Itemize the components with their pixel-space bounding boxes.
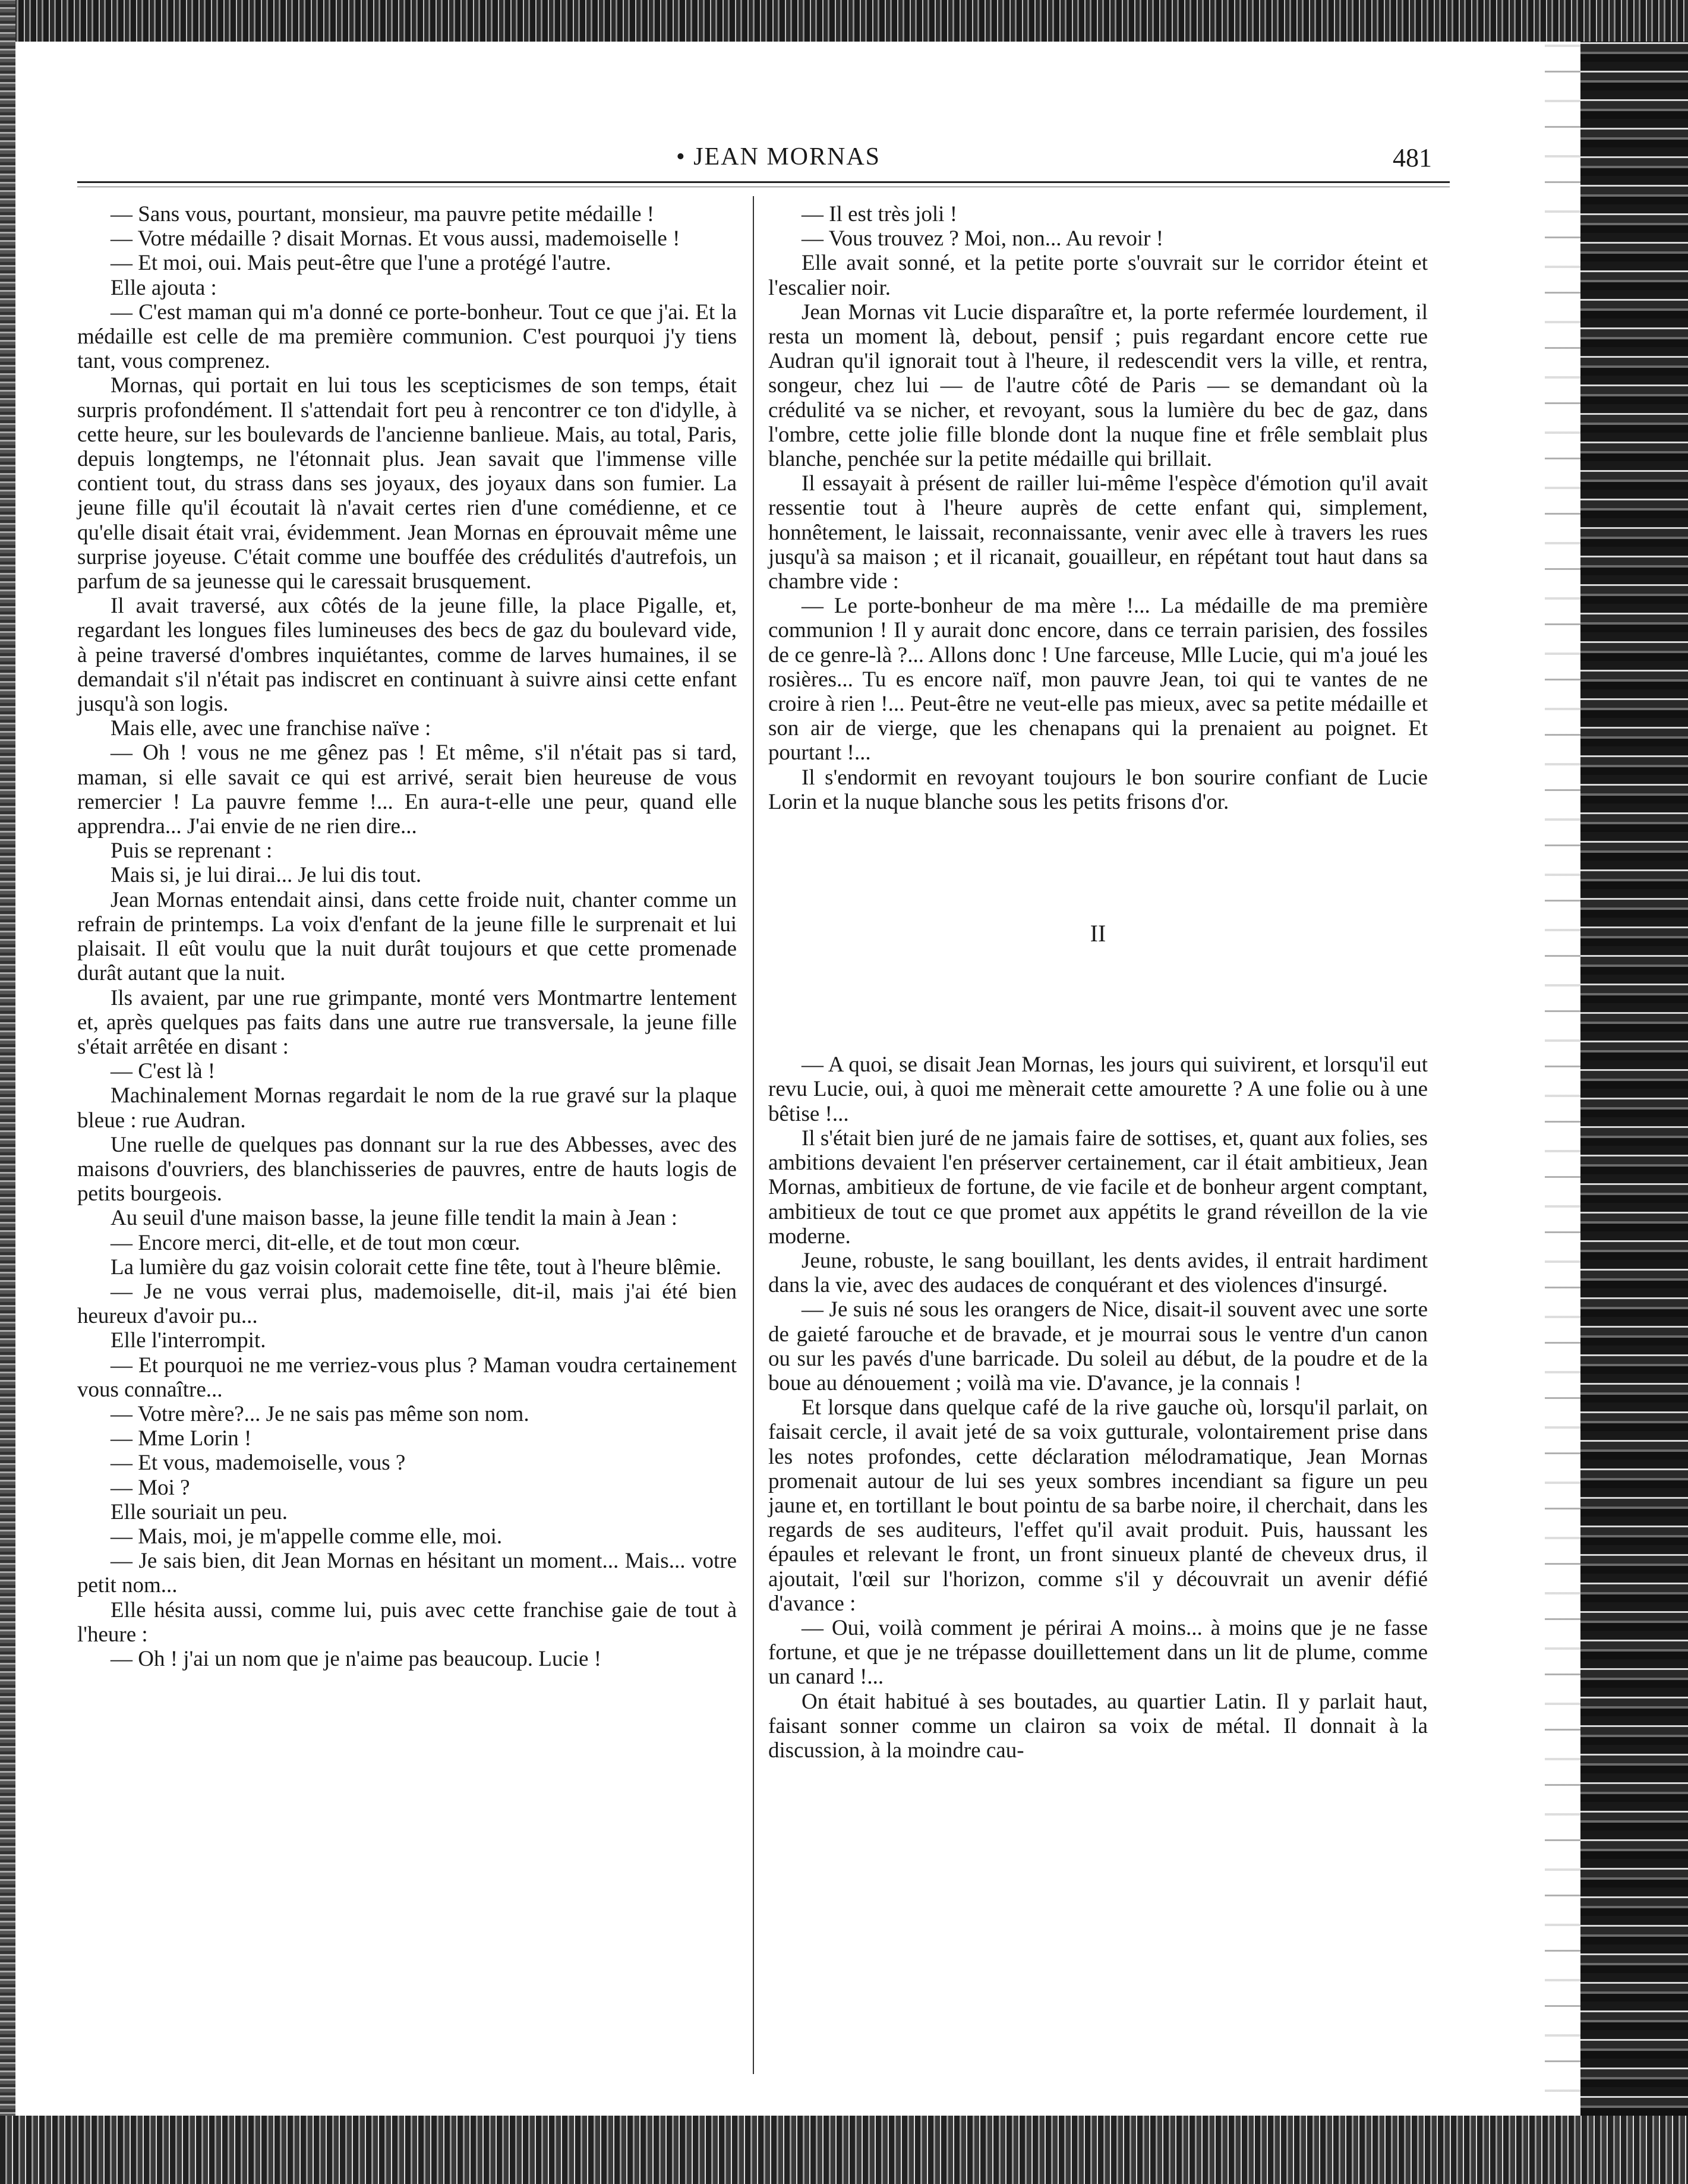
paragraph: — Oh ! j'ai un nom que je n'aime pas beaucoup. Lucie ! — [111, 1646, 602, 1671]
paragraph: — Votre médaille ? disait Mornas. Et vous aussi, mademoiselle ! — [111, 226, 680, 251]
scan-border-left — [0, 0, 15, 2184]
page-fold-edge — [1545, 42, 1580, 2116]
column-divider — [753, 196, 754, 2074]
paragraph: — Oh ! vous ne me gênez pas ! Et même, s'il n'était pas si tard, maman, si elle savait ce qui est arrivé, serait bien heureuse de vous remercier ! La pauvre femme !... En aura-t-elle une peur, quand elle apprendra... J'ai envie de ne rien dire... — [77, 740, 737, 839]
paragraph: Mais si, je lui dirai... Je lui dis tout. — [111, 863, 422, 888]
paragraph: — Oui, voilà comment je périrai A moins... à moins que je ne fasse fortune, et que je ne trépasse douillettement dans un lit de plume, comme un canard !... — [768, 1615, 1428, 1690]
paragraph: — Et pourquoi ne me verriez-vous plus ? Maman voudra certainement vous connaître... — [77, 1353, 737, 1402]
paragraph: Ils avaient, par une rue grimpante, monté vers Montmartre lentement et, après quelques pas faits dans une autre rue transversale, la jeune fille s'était arrêtée en disant : — [77, 985, 737, 1059]
paragraph: — Vous trouvez ? Moi, non... Au revoir ! — [802, 226, 1164, 251]
paragraph: Machinalement Mornas regardait le nom de la rue gravé sur la plaque bleue : rue Audran. — [77, 1083, 737, 1133]
header-rule — [77, 181, 1450, 183]
paragraph: — Et vous, mademoiselle, vous ? — [111, 1451, 406, 1476]
page-number: 481 — [1393, 143, 1432, 172]
paragraph: — A quoi, se disait Jean Mornas, les jours qui suivirent, et lorsqu'il eut revu Lucie, oui, à quoi me mènerait cette amourette ? A une folie ou à une bêtise !... — [768, 1052, 1428, 1126]
paragraph: Elle hésita aussi, comme lui, puis avec cette franchise gaie de tout à l'heure : — [77, 1597, 737, 1647]
running-title: • JEAN MORNAS — [676, 143, 881, 171]
section-heading: II — [1090, 920, 1106, 947]
paragraph: — Et moi, oui. Mais peut-être que l'une a protégé l'autre. — [111, 251, 611, 276]
paragraph: — Le porte-bonheur de ma mère !... La médaille de ma première communion ! Il y aurait donc encore, dans ce terrain parisien, des fossiles de ce genre-là ?... Allons donc ! Une farceuse, Mlle Lucie, qui m'a joué les rosières... Tu es encore naïf, mon pauvre Jean, toi qui te vantes de ne croire à rien !... Peut-être ne veut-elle pas mieux, avec sa petite médaille et son air de vierge, que les chenapans qui la prenaient au poignet. Et pourtant !... — [768, 594, 1428, 765]
paragraph: Il s'était bien juré de ne jamais faire de sottises, et, quant aux folies, ses ambitions devaient l'en préserver certainement, car il était ambitieux, Jean Mornas, ambitieux de fortune, de vie facile et de bonheur argent comptant, ambitieux de tout ce que promet aux appétits le grand réveillon de la vie moderne. — [768, 1126, 1428, 1249]
scan-border-right — [1580, 42, 1688, 2116]
paragraph: — Encore merci, dit-elle, et de tout mon cœur. — [111, 1230, 520, 1255]
paragraph: Elle ajouta : — [111, 275, 217, 300]
paragraph: Mais elle, avec une franchise naïve : — [111, 716, 431, 741]
paragraph: Jeune, robuste, le sang bouillant, les dents avides, il entrait hardiment dans la vie, avec des audaces de conquérant et des violences d'insurgé. — [768, 1248, 1428, 1298]
scan-border-top — [0, 0, 1688, 42]
paragraph: — Je sais bien, dit Jean Mornas en hésitant un moment... Mais... votre petit nom... — [77, 1549, 737, 1598]
paragraph: Mornas, qui portait en lui tous les scepticismes de son temps, était surpris profondément. Il s'attendait fort peu à rencontrer ce ton d'idylle, à cette heure, sur les boulevards de l'ancienne banlieue. Mais, au total, Paris, depuis longtemps, ne l'étonnait plus. Jean savait que l'immense ville contient tout, du strass dans ses joyaux, des joyaux dans son fumier. La jeune fille qu'il écoutait là n'avait certes rien d'une comédienne, et ce qu'elle disait était vrai, évidemment. Jean Mornas en éprouvait même une surprise joyeuse. C'était comme une bouffée des crédulités d'autrefois, un parfum de sa jeunesse qui le caressait brusquement. — [77, 373, 737, 594]
paragraph: Une ruelle de quelques pas donnant sur la rue des Abbesses, avec des maisons d'ouvriers, des blanchisseries de pauvres, entre de hauts logis de petits bourgeois. — [77, 1132, 737, 1206]
paragraph: Au seuil d'une maison basse, la jeune fille tendit la main à Jean : — [111, 1206, 678, 1231]
paragraph: — Votre mère?... Je ne sais pas même son nom. — [111, 1401, 529, 1426]
left-column — [77, 202, 737, 1671]
paragraph: Elle avait sonné, et la petite porte s'ouvrait sur le corridor éteint et l'escalier noir. — [768, 251, 1428, 300]
paragraph: On était habitué à ses boutades, au quartier Latin. Il y parlait haut, faisant sonner comme un clairon sa voix de métal. Il donnait à la discussion, à la moindre cau- — [768, 1689, 1428, 1763]
paragraph: La lumière du gaz voisin colorait cette fine tête, tout à l'heure blêmie. — [111, 1255, 721, 1279]
paragraph: — Il est très joli ! — [802, 202, 958, 226]
paragraph: — Mais, moi, je m'appelle comme elle, moi. — [111, 1524, 503, 1549]
paragraph: Il essayait à présent de railler lui-même l'espèce d'émotion qu'il avait ressentie tout à l'heure auprès de cette enfant qui, simplement, honnêtement, le laissait, reconnaissante, venir avec elle à travers les rues jusqu'à sa maison ; et il ricanait, gouailleur, en répétant tout haut dans sa chambre vide : — [768, 471, 1428, 594]
paragraph: Il s'endormit en revoyant toujours le bon sourire confiant de Lucie Lorin et la nuque blanche sous les petits frisons d'or. — [768, 765, 1428, 814]
paragraph: Jean Mornas vit Lucie disparaître et, la porte refermée lourdement, il resta un moment là, debout, pensif ; puis regardant encore cette rue Audran qu'il ignorait tout à l'heure, il redescendit vers la ville, et rentra, songeur, chez lui — de l'autre côté de Paris — se demandant où la crédulité va se nicher, et revoyant, sous la lumière du bec de gaz, dans l'ombre, cette jolie fille blonde dont la nuque fine et frêle semblait plus blanche, penchée sur la petite médaille qui brillait. — [768, 300, 1428, 472]
scan-border-bottom — [0, 2116, 1688, 2184]
paragraph: — Moi ? — [111, 1475, 190, 1500]
paragraph: — Je suis né sous les orangers de Nice, disait-il souvent avec une sorte de gaieté farouche et de bravade, et je mourrai sous le ventre d'un canon ou sur les pavés d'une barricade. Du soleil au début, de la poudre et de la boue au dénouement ; voilà ma vie. D'avance, je la connais ! — [768, 1297, 1428, 1395]
paragraph: — Je ne vous verrai plus, mademoiselle, dit-il, mais j'ai été bien heureux d'avoir pu... — [77, 1279, 737, 1329]
paragraph: Puis se reprenant : — [111, 839, 273, 863]
right-column — [768, 202, 1428, 1763]
paragraph: Elle souriait un peu. — [111, 1499, 288, 1524]
paragraph: Jean Mornas entendait ainsi, dans cette froide nuit, chanter comme un refrain de printemps. La voix d'enfant de la jeune fille le surprenait et lui plaisait. Il eût voulu que la nuit durât toujours et que cette promenade durât autant que la nuit. — [77, 887, 737, 986]
paragraph: — Mme Lorin ! — [111, 1426, 252, 1451]
paragraph: — C'est là ! — [111, 1059, 216, 1084]
page-header — [77, 143, 1432, 178]
page — [77, 113, 1545, 2116]
paragraph: — C'est maman qui m'a donné ce porte-bonheur. Tout ce que j'ai. Et la médaille est celle de ma première communion. C'est pourquoi j'y tiens tant, vous comprenez. — [77, 300, 737, 374]
paragraph: Il avait traversé, aux côtés de la jeune fille, la place Pigalle, et, regardant les longues files lumineuses des becs de gaz du boulevard vide, à peine traversé d'ombres inquiétantes, comme de larves humaines, il se demandait s'il n'était pas indiscret en continuant à suivre ainsi cette enfant jusqu'à son logis. — [77, 594, 737, 717]
paragraph: Et lorsque dans quelque café de la rive gauche où, lorsqu'il parlait, on faisait cercle, il avait jeté de sa voix gutturale, volontairement prise dans les notes profondes, cette déclaration mélodramatique, Jean Mornas promenait autour de lui ses yeux sombres incendiant sa figure un peu jaune et, en tortillant le bout pointu de sa barbe noire, il cherchait, dans les regards de ses auditeurs, l'effet qu'il avait produit. Puis, haussant les épaules et relevant le front, un front sinueux planté de cheveux drus, il ajoutait, l'œil sur l'horizon, comme s'il y découvrait un avenir défié d'avance : — [768, 1395, 1428, 1616]
paragraph: — Sans vous, pourtant, monsieur, ma pauvre petite médaille ! — [111, 202, 655, 226]
paragraph: Elle l'interrompit. — [111, 1328, 266, 1353]
